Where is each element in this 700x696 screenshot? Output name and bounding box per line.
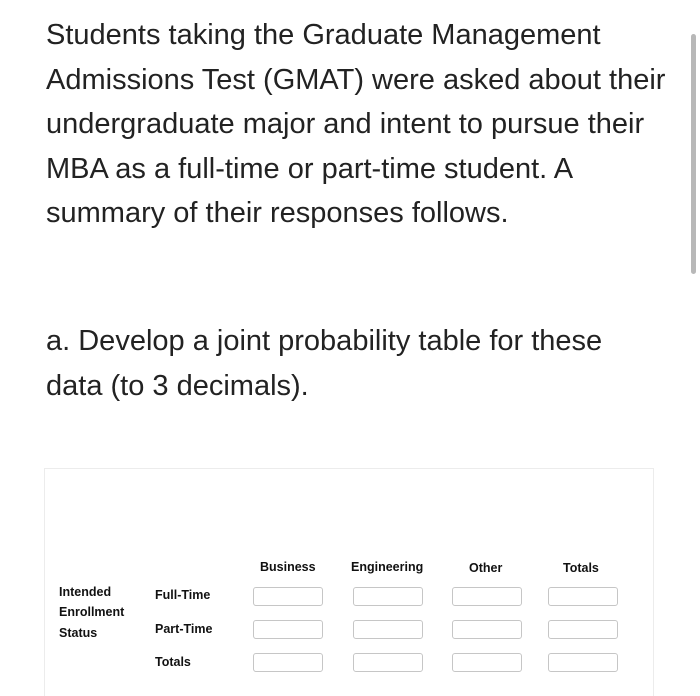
input-fulltime-business[interactable] — [253, 587, 323, 606]
input-totals-engineering[interactable] — [353, 653, 423, 672]
input-parttime-totals[interactable] — [548, 620, 618, 639]
row-label-totals: Totals — [155, 655, 191, 669]
input-fulltime-totals[interactable] — [548, 587, 618, 606]
input-parttime-engineering[interactable] — [353, 620, 423, 639]
input-totals-business[interactable] — [253, 653, 323, 672]
input-totals-totals[interactable] — [548, 653, 618, 672]
col-header-other: Other — [469, 561, 503, 575]
input-parttime-business[interactable] — [253, 620, 323, 639]
row-group-label-enrollment: Enrollment — [59, 605, 125, 619]
col-header-totals: Totals — [563, 561, 599, 575]
input-totals-other[interactable] — [452, 653, 522, 672]
row-group-label-intended: Intended — [59, 585, 112, 599]
row-label-full-time: Full-Time — [155, 588, 211, 602]
input-fulltime-engineering[interactable] — [353, 587, 423, 606]
row-label-part-time: Part-Time — [155, 622, 213, 636]
part-a-question: a. Develop a joint probability table for these data (to 3 decimals). — [46, 325, 603, 402]
input-fulltime-other[interactable] — [452, 587, 522, 606]
col-header-engineering: Engineering — [351, 560, 424, 574]
intro-paragraph: Students taking the Graduate Management Admissions Test (GMAT) were asked about their undergraduate major and intent to pursue their MBA as a full-time or part-time student. A summary of their responses follows. — [46, 19, 666, 229]
scrollbar-thumb[interactable] — [691, 34, 696, 274]
row-group-label-status: Status — [59, 626, 98, 640]
col-header-business: Business — [260, 560, 316, 574]
input-parttime-other[interactable] — [452, 620, 522, 639]
joint-probability-table — [44, 468, 654, 696]
